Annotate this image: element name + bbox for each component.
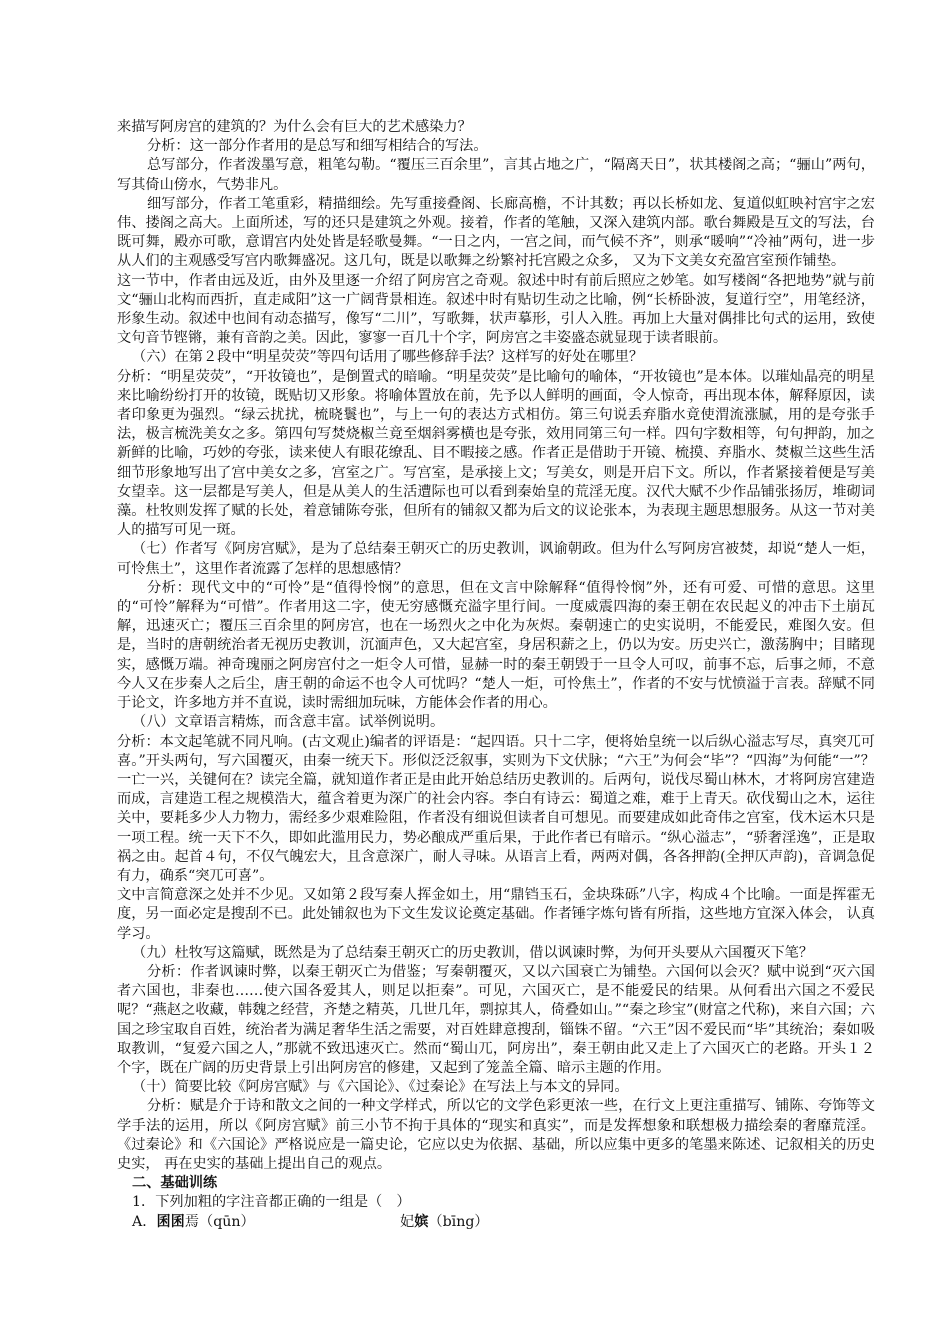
paragraph: 这一节中，作者由远及近，由外及里逐一介绍了阿房宫之奇观。叙述中时有前后照应之妙笔。如写楼阁“各把地势”就与前文“骊山北构而西折，直走咸阳”这一广阔背景相连。叙述中时有贴切生动之比喻，例“长桥卧波，复道行空”，用笔经济，形象生动。叙述中也间有动态描写，像写“二川”，写歌舞，状声摹形，引人入胜。再加上大量对偶排比句式的运用，致使文句音节铿锵，兼有音韵之美。因此，寥寥一百几十个字，阿房宫之丰姿盛态就显现于读者眼前。 [117,272,875,347]
option-a-pinyin: 焉（qūn） [184,1213,255,1230]
option-a-left [132,1213,400,1232]
paragraph: （六）在第２段中“明星荧荧”等四句话用了哪些修辞手法？这样写的好处在哪里？ [132,349,644,366]
paragraph: 分析：赋是介于诗和散文之间的一种文学样式，所以它的文学色彩更浓一些，在行文上更注重描写、铺陈、夸饰等文学手法的运用，所以《阿房宫赋》前三小节不拘于具体的“现实和真实”，而是发挥想象和联想极力描绘秦的奢靡荒淫。《过秦论》和《六国论》严格说应是一篇史论，它应以史为依据、基础，所以应集中更多的笔墨来陈述、记叙相关的历史史实， 再在史实的基础上提出自己的观点。 [117,1098,875,1172]
paragraph: （十）简要比较《阿房宫赋》与《六国论》、《过秦论》在写法上与本文的异同。 [132,1079,629,1096]
option-a-label: A． [132,1213,157,1230]
paragraph: （七）作者写《阿房宫赋》，是为了总结秦王朝灭亡的历史教训，讽谕朝政。但为什么写阿房宫被焚，却说“楚人一炬，可怜焦土”，这里作者流露了怎样的思想感情？ [117,541,875,577]
option-a-right [400,1213,489,1232]
paragraph: 总写部分，作者泼墨写意，粗笔勾勒。“覆压三百余里”，言其占地之广，“隔离天日”，状其楼阁之高；“骊山”两句，写其倚山傍水，气势非凡。 [117,157,875,193]
paragraph: 分析：作者讽谏时弊，以秦王朝灭亡为借鉴；写秦朝覆灭，又以六国衰亡为铺垫。六国何以会灭？赋中说到“灭六国者六国也，非秦也……使六国各爱其人，则足以拒秦”。可见，六国灭亡，是不能爱民的结果。从何看出六国之不爱民呢？“燕赵之收藏，韩魏之经营，齐楚之精英，几世几年，剽掠其人，倚叠如山。”“秦之珍宝”(财富之代称)，来自六国；六国之珍宝取自百姓，统治者为满足奢华生活之需要，对百姓肆意搜刮，锱铢不留。“六王”因不爱民而“毕”其统治；秦如吸取教训，“复爱六国之人，”那就不致迅速灭亡。然而“蜀山兀，阿房出”，秦王朝由此又走上了六国灭亡的老路。开头１２个字，既在广阔的历史背景上引出阿房宫的修建，又起到了笼盖全篇、暗示主题的作用。 [117,963,875,1076]
paragraph: （八）文章语言精炼，而含意丰富。试举例说明。 [132,714,445,731]
paragraph: （九）杜牧写这篇赋，既然是为了总结秦王朝灭亡的历史教训，借以讽谏时弊，为何开头要从六国覆灭下笔？ [132,944,814,961]
paragraph: 细写部分，作者工笔重彩，精描细绘。先写重接叠阁、长廊高檐，不计其数；再以长桥如龙、复道似虹映衬宫宇之宏伟、搂阁之高大。上面所述，写的还只是建筑之外观。接着，作者的笔触，又深入建筑内部。歌台舞殿是互文的写法，台既可舞，殿亦可歌，意谓宫内处处皆是轻歌曼舞。“一日之内，一宫之间，而气候不齐”，则承“暖响”“冷袖”两句，进一步从人们的主观感受写宫内歌舞盛况。这几句，既是以歌舞之纷繁衬托宫殿之众多， 又为下文美女充盈宫室预作铺垫。 [117,195,875,270]
paragraph: 分析：现代文中的“可怜”是“值得怜悯”的意思，但在文言中除解释“值得怜悯”外，还有可爱、可惜的意思。这里的“可怜”解释为“可惜”。作者用这二字，使无穷感慨充溢字里行间。一度威震四海的秦王朝在农民起义的冲击下土崩瓦解，迅速灭亡；覆压三百余里的阿房宫，也在一场烈火之中化为灰烬。秦朝速亡的史实说明，不能爱民，难图久安。但是，当时的唐朝统治者无视历史教训，沉湎声色，又大起宫室，身居积薪之上，仍以为安。历史兴亡，激荡胸中；目睹现实，感慨万端。神奇瑰丽之阿房宫付之一炬令人可惜，显赫一时的秦王朝毁于一旦令人可叹，前事不忘，后事之师，不意今人又在步秦人之后尘，唐王朝的命运不也令人可忧吗？“楚人一炬，可怜焦土”，作者的不安与忧愤溢于言表。辞赋不同于论文，许多地方并不直说，读时需细加玩味，方能体会作者的用心。 [117,579,875,712]
body-text [117,118,875,1174]
document-page [117,118,875,1232]
option-a-right-pinyin: （bīng） [428,1213,489,1230]
option-a-right-char: 妃 [400,1213,415,1230]
paragraph: 来描写阿房宫的建筑的？为什么会有巨大的艺术感染力？ [117,119,472,135]
paragraph: 分析：本文起笔就不同凡响。(古文观止)编者的评语是：“起四语。只十二字，便将始皇统一以后纵心溢志写尽，真突兀可喜。”开头两句，写六国覆灭，由秦一统天下。形似泛泛叙事，实则为下文伏脉；“六王”为何会“毕”？“四海”为何能“一”？一亡一兴，关键何在？读完全篇，就知道作者正是由此开始总结历史教训的。后两句，说伐尽蜀山林木，才将阿房宫建造而成，言建造工程之规模浩大，蕴含着更为深广的社会内容。李白有诗云：蜀道之难，难于上青天。砍伐蜀山之木，运往关中，要耗多少人力物力，需经多少艰难险阻，作者没有细说但读者自可想见。而要建成如此奇伟之宫室，伐木运木只是一项工程。统一天下不久，即如此滥用民力，势必酿成严重后果，于此作者已有暗示。“纵心溢志”，“骄奢淫逸”，正是取祸之由。起首４句，不仅气魄宏大，且含意深广，耐人寻味。从语言上看，两两对偶，各各押韵(全押仄声韵)，音调急促有力，确系“突兀可喜”。 [117,733,875,884]
paragraph: 分析：这一部分作者用的是总写和细写相结合的写法。 [147,138,488,155]
option-a-bold-chars: 囷囷 [156,1213,185,1230]
paragraph: 分析：“明星荧荧”，“开妆镜也”，是倒置式的暗喻。“明星荧荧”是比喻句的喻体，“开妆镜也”是本体。以璀灿晶亮的明星来比喻纷纷打开的妆镜，既贴切又形象。将喻体置放在前，先予以人鲜明的画面，令人惊奇，再出现本体，解释原因，读者印象更为强烈。“绿云扰扰，梳晓鬟也”，与上一句的表达方式相仿。第三句说丢弃脂水竟使渭流涨腻，用的是夸张手法，极言梳洗美女之多。第四句写焚烧椒兰竟至烟斜雾横也是夸张，效用同第三句一样。四句字数相等，句句押韵，加之新鲜的比喻，巧妙的夸张，读来使人有眼花缭乱、目不暇接之感。作者正是借助于开镜、梳摸、弃脂水、焚椒兰这些生活细节形象地写出了宫中美女之多，宫室之广。写宫室，是承接上文；写美女，则是开启下文。所以，作者紧接着便是写美女望幸。这一层都是写美人，但是从美人的生活遭际也可以看到秦始皇的荒淫无度。汉代大赋不少作品铺张扬厉，堆砌词藻。杜牧则发挥了赋的长处，着意铺陈夸张，但所有的铺叙又都为后文的议论张本，为表现主题思想服务。从这一节对美人的描写可见一斑。 [117,368,875,539]
option-a-right-bold-char: 嫔 [414,1213,429,1230]
question-1: 1．下列加粗的字注音都正确的一组是（ ） [132,1194,411,1211]
section-title: 二、基础训练 [132,1175,218,1192]
paragraph: 文中言简意深之处并不少见。又如第２段写秦人挥金如土，用“鼎铛玉石，金块珠砾”八字，构成４个比喻。一面是挥霍无度，另一面必定是搜刮不已。此处铺叙也为下文生发议论奠定基础。作者锤字炼句皆有所指，这些地方宜深入体会， 认真学习。 [117,887,875,942]
option-a [117,1213,875,1232]
